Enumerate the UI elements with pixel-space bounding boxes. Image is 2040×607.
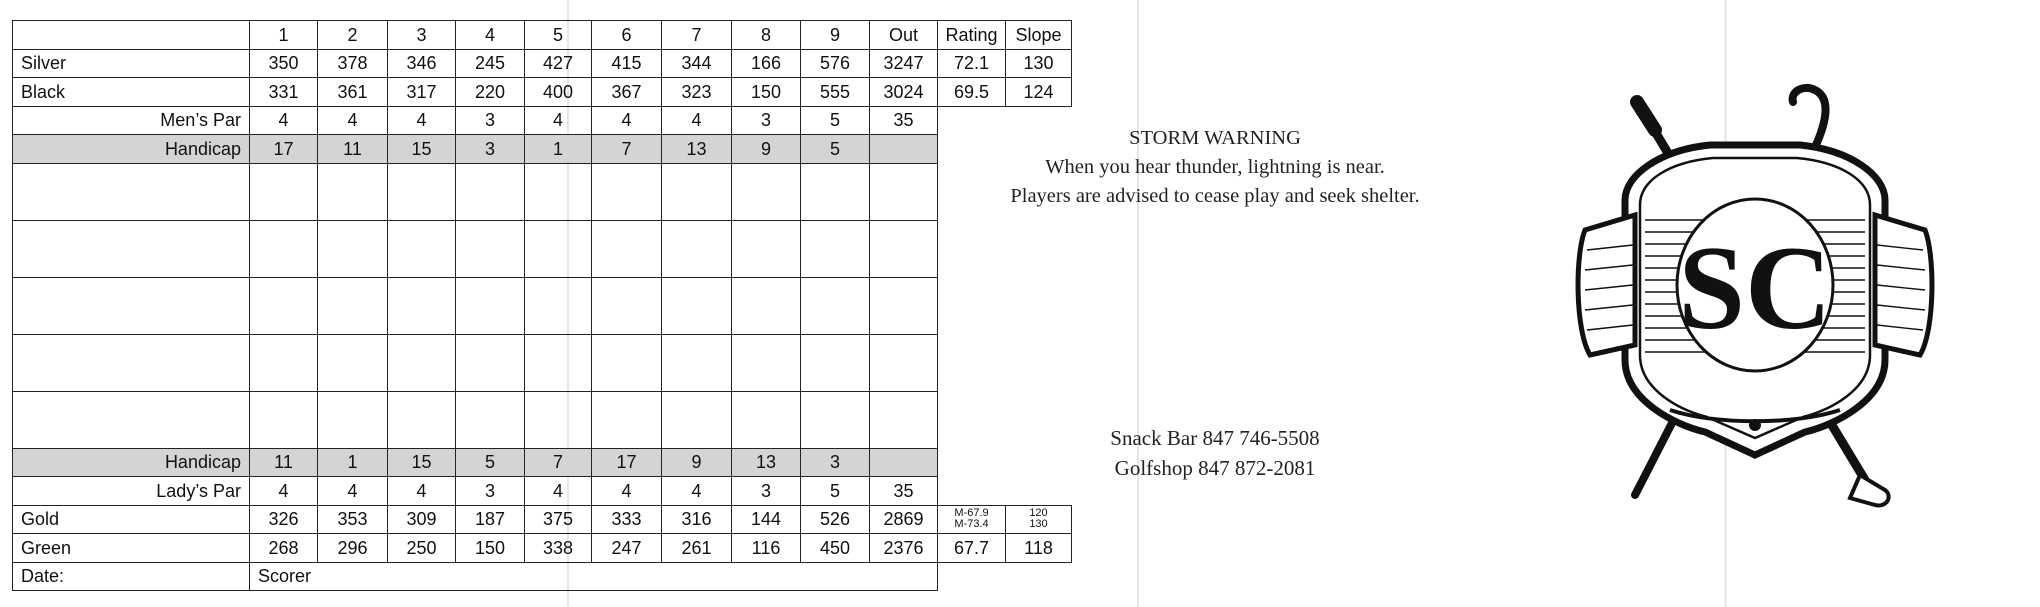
score-entry-cell[interactable] — [801, 163, 870, 220]
yardage-cell: 144 — [732, 505, 801, 534]
mens-par-row-cell: 4 — [662, 106, 732, 135]
mens-par-row-cell: 5 — [801, 106, 870, 135]
score-entry-cell[interactable] — [525, 277, 592, 334]
ladys-par-row-cell: 4 — [525, 477, 592, 506]
score-entry-cell[interactable] — [388, 220, 456, 277]
hole-number: 2 — [318, 21, 388, 50]
rating-cell: 69.5 — [938, 78, 1006, 107]
slope-cell: 130 — [1006, 49, 1072, 78]
date-field[interactable]: Date: — [13, 562, 250, 591]
player-score-row — [13, 277, 1072, 334]
score-entry-cell[interactable] — [662, 277, 732, 334]
crest-with-crossed-golf-clubs-icon — [1575, 80, 1935, 530]
handicap-row-cell: 17 — [592, 448, 662, 477]
score-entry-cell[interactable] — [732, 220, 801, 277]
mens-par-row — [13, 106, 1072, 135]
score-entry-cell[interactable] — [592, 220, 662, 277]
score-entry-cell[interactable] — [662, 334, 732, 391]
yardage-cell: 375 — [525, 505, 592, 534]
hole-number: 6 — [592, 21, 662, 50]
handicap-row — [13, 448, 1072, 477]
player-score-row — [13, 163, 1072, 220]
yardage-cell: 338 — [525, 534, 592, 563]
yardage-cell: 150 — [732, 78, 801, 107]
slope-cell: 118 — [1006, 534, 1072, 563]
score-entry-cell[interactable] — [318, 391, 388, 448]
mens-par-row-cell: 4 — [525, 106, 592, 135]
yardage-cell: 247 — [592, 534, 662, 563]
empty-space — [938, 334, 1006, 391]
ladys-par-row-cell: 4 — [388, 477, 456, 506]
out-header: Out — [870, 21, 938, 50]
mens-par-row-cell: 4 — [318, 106, 388, 135]
slope-line: 120 — [1029, 506, 1048, 519]
slope-header: Slope — [1006, 21, 1072, 50]
rating-cell: 72.1 — [938, 49, 1006, 78]
slope-cell — [1006, 505, 1072, 534]
monogram: SC — [1678, 221, 1832, 354]
rating-cell — [938, 505, 1006, 534]
tee-label: Silver — [13, 49, 250, 78]
handicap-row-cell: 15 — [388, 135, 456, 164]
yardage-cell: 317 — [388, 78, 456, 107]
yardage-cell: 150 — [456, 534, 525, 563]
rating-line: M-73.4 — [954, 518, 989, 531]
score-entry-cell[interactable] — [662, 391, 732, 448]
hole-number: 7 — [662, 21, 732, 50]
handicap-row-cell: 15 — [388, 448, 456, 477]
out-score-cell[interactable] — [870, 220, 938, 277]
ladys-par-row-cell: 3 — [732, 477, 801, 506]
empty-space — [1006, 562, 1072, 591]
mens-par-row-cell: 3 — [732, 106, 801, 135]
storm-warning — [920, 124, 1510, 211]
score-entry-cell[interactable] — [801, 334, 870, 391]
yardage-cell: 166 — [732, 49, 801, 78]
score-entry-cell[interactable] — [525, 334, 592, 391]
rating-header: Rating — [938, 21, 1006, 50]
player-name-field[interactable] — [13, 334, 250, 391]
handicap-row-cell: 1 — [318, 448, 388, 477]
yardage-cell: 316 — [662, 505, 732, 534]
yardage-cell: 450 — [801, 534, 870, 563]
mens-par-row-out: 35 — [870, 106, 938, 135]
handicap-row-cell: 7 — [525, 448, 592, 477]
handicap-row-cell: 5 — [801, 135, 870, 164]
yardage-cell: 346 — [388, 49, 456, 78]
yardage-cell: 400 — [525, 78, 592, 107]
handicap-row-label: Handicap — [13, 135, 250, 164]
mens-par-row-cell: 4 — [250, 106, 318, 135]
ladys-par-row-cell: 5 — [801, 477, 870, 506]
score-entry-cell[interactable] — [592, 163, 662, 220]
score-entry-cell[interactable] — [318, 277, 388, 334]
score-entry-cell[interactable] — [250, 334, 318, 391]
score-entry-cell[interactable] — [456, 220, 525, 277]
score-entry-cell[interactable] — [388, 334, 456, 391]
player-score-row — [13, 391, 1072, 448]
player-name-field[interactable] — [13, 391, 250, 448]
scorer-field[interactable]: Scorer — [250, 562, 938, 591]
score-entry-cell[interactable] — [801, 391, 870, 448]
score-entry-cell[interactable] — [388, 163, 456, 220]
out-score-cell[interactable] — [870, 277, 938, 334]
yardage-cell: 326 — [250, 505, 318, 534]
handicap-row-cell: 5 — [456, 448, 525, 477]
out-score-cell[interactable] — [870, 334, 938, 391]
contact-info — [1040, 423, 1390, 483]
mens-par-row-cell: 3 — [456, 106, 525, 135]
score-entry-cell[interactable] — [592, 334, 662, 391]
score-entry-cell[interactable] — [456, 391, 525, 448]
tee-row — [13, 78, 1072, 107]
out-total: 3247 — [870, 49, 938, 78]
score-entry-cell[interactable] — [732, 277, 801, 334]
score-entry-cell[interactable] — [250, 391, 318, 448]
handicap-row-cell: 11 — [318, 135, 388, 164]
handicap-row-cell: 7 — [592, 135, 662, 164]
score-entry-cell[interactable] — [456, 334, 525, 391]
out-total: 3024 — [870, 78, 938, 107]
score-entry-cell[interactable] — [732, 391, 801, 448]
empty-space — [938, 448, 1006, 477]
ladys-par-row-cell: 3 — [456, 477, 525, 506]
score-entry-cell[interactable] — [318, 334, 388, 391]
hole-number: 9 — [801, 21, 870, 50]
ladys-par-row — [13, 477, 1072, 506]
out-total: 2376 — [870, 534, 938, 563]
out-total: 2869 — [870, 505, 938, 534]
handicap-row-cell: 11 — [250, 448, 318, 477]
header-corner — [13, 21, 250, 50]
score-entry-cell[interactable] — [525, 220, 592, 277]
score-entry-cell[interactable] — [592, 277, 662, 334]
fold-line — [1137, 0, 1139, 607]
ladys-par-row-cell: 4 — [318, 477, 388, 506]
yardage-cell: 331 — [250, 78, 318, 107]
score-entry-cell[interactable] — [525, 163, 592, 220]
hole-number: 5 — [525, 21, 592, 50]
yardage-cell: 415 — [592, 49, 662, 78]
score-entry-cell[interactable] — [592, 391, 662, 448]
tee-row — [13, 505, 1072, 534]
handicap-row-cell: 3 — [456, 135, 525, 164]
tee-row — [13, 49, 1072, 78]
mens-par-row-cell: 4 — [388, 106, 456, 135]
ladys-par-row-label: Lady’s Par — [13, 477, 250, 506]
handicap-row-cell: 9 — [662, 448, 732, 477]
empty-space — [938, 277, 1006, 334]
score-entry-cell[interactable] — [250, 163, 318, 220]
handicap-row — [13, 135, 1072, 164]
yardage-cell: 350 — [250, 49, 318, 78]
score-entry-cell[interactable] — [525, 391, 592, 448]
hole-number: 3 — [388, 21, 456, 50]
handicap-row-cell: 13 — [662, 135, 732, 164]
tee-label: Black — [13, 78, 250, 107]
scorecard-table — [12, 20, 1072, 591]
yardage-cell: 526 — [801, 505, 870, 534]
handicap-row-cell: 1 — [525, 135, 592, 164]
handicap-row-cell: 17 — [250, 135, 318, 164]
score-entry-cell[interactable] — [388, 277, 456, 334]
rating-line: M-67.9 — [954, 506, 989, 519]
score-entry-cell[interactable] — [662, 220, 732, 277]
yardage-cell: 555 — [801, 78, 870, 107]
yardage-cell: 367 — [592, 78, 662, 107]
yardage-cell: 427 — [525, 49, 592, 78]
mens-par-row-cell: 4 — [592, 106, 662, 135]
yardage-cell: 116 — [732, 534, 801, 563]
score-entry-cell[interactable] — [732, 163, 801, 220]
player-score-row — [13, 220, 1072, 277]
score-entry-cell[interactable] — [732, 334, 801, 391]
yardage-cell: 268 — [250, 534, 318, 563]
slope-line: 130 — [1029, 518, 1048, 531]
handicap-row-label: Handicap — [13, 448, 250, 477]
yardage-cell: 261 — [662, 534, 732, 563]
ladys-par-row-cell: 4 — [662, 477, 732, 506]
mens-par-row-label: Men’s Par — [13, 106, 250, 135]
hole-number: 4 — [456, 21, 525, 50]
player-name-field[interactable] — [13, 220, 250, 277]
hole-number: 1 — [250, 21, 318, 50]
yardage-cell: 353 — [318, 505, 388, 534]
yardage-cell: 576 — [801, 49, 870, 78]
empty-space — [1006, 277, 1072, 334]
score-entry-cell[interactable] — [250, 277, 318, 334]
empty-space — [1006, 220, 1072, 277]
hole-number: 8 — [732, 21, 801, 50]
handicap-row-cell: 3 — [801, 448, 870, 477]
yardage-cell: 378 — [318, 49, 388, 78]
out-score-cell[interactable] — [870, 391, 938, 448]
slope-cell: 124 — [1006, 78, 1072, 107]
storm-title: STORM WARNING — [1129, 127, 1301, 149]
player-name-field[interactable] — [13, 163, 250, 220]
handicap-row-out — [870, 448, 938, 477]
storm-line: When you hear thunder, lightning is near. — [1045, 156, 1385, 178]
yardage-cell: 361 — [318, 78, 388, 107]
ladys-par-row-cell: 4 — [250, 477, 318, 506]
storm-line: Players are advised to cease play and seek shelter. — [1010, 185, 1420, 207]
yardage-cell: 220 — [456, 78, 525, 107]
score-entry-cell[interactable] — [662, 163, 732, 220]
player-name-field[interactable] — [13, 277, 250, 334]
yardage-cell: 323 — [662, 78, 732, 107]
empty-space — [938, 562, 1006, 591]
rating-cell: 67.7 — [938, 534, 1006, 563]
score-entry-cell[interactable] — [318, 220, 388, 277]
empty-space — [1006, 334, 1072, 391]
header-row — [13, 21, 1072, 50]
ladys-par-row-out: 35 — [870, 477, 938, 506]
ladys-par-row-cell: 4 — [592, 477, 662, 506]
score-entry-cell[interactable] — [388, 391, 456, 448]
yardage-cell: 250 — [388, 534, 456, 563]
score-entry-cell[interactable] — [801, 220, 870, 277]
yardage-cell: 187 — [456, 505, 525, 534]
empty-space — [938, 391, 1006, 448]
snack-bar-phone: Snack Bar 847 746-5508 — [1110, 426, 1320, 450]
tee-row — [13, 534, 1072, 563]
golfshop-phone: Golfshop 847 872-2081 — [1114, 456, 1316, 480]
tee-label: Green — [13, 534, 250, 563]
footer-row — [13, 562, 1072, 591]
player-score-row — [13, 334, 1072, 391]
score-entry-cell[interactable] — [250, 220, 318, 277]
handicap-row-cell: 9 — [732, 135, 801, 164]
yardage-cell: 309 — [388, 505, 456, 534]
handicap-row-cell: 13 — [732, 448, 801, 477]
empty-space — [938, 477, 1006, 506]
yardage-cell: 333 — [592, 505, 662, 534]
yardage-cell: 296 — [318, 534, 388, 563]
tee-label: Gold — [13, 505, 250, 534]
score-entry-cell[interactable] — [456, 277, 525, 334]
empty-space — [938, 220, 1006, 277]
score-entry-cell[interactable] — [318, 163, 388, 220]
yardage-cell: 245 — [456, 49, 525, 78]
score-entry-cell[interactable] — [456, 163, 525, 220]
score-entry-cell[interactable] — [801, 277, 870, 334]
yardage-cell: 344 — [662, 49, 732, 78]
